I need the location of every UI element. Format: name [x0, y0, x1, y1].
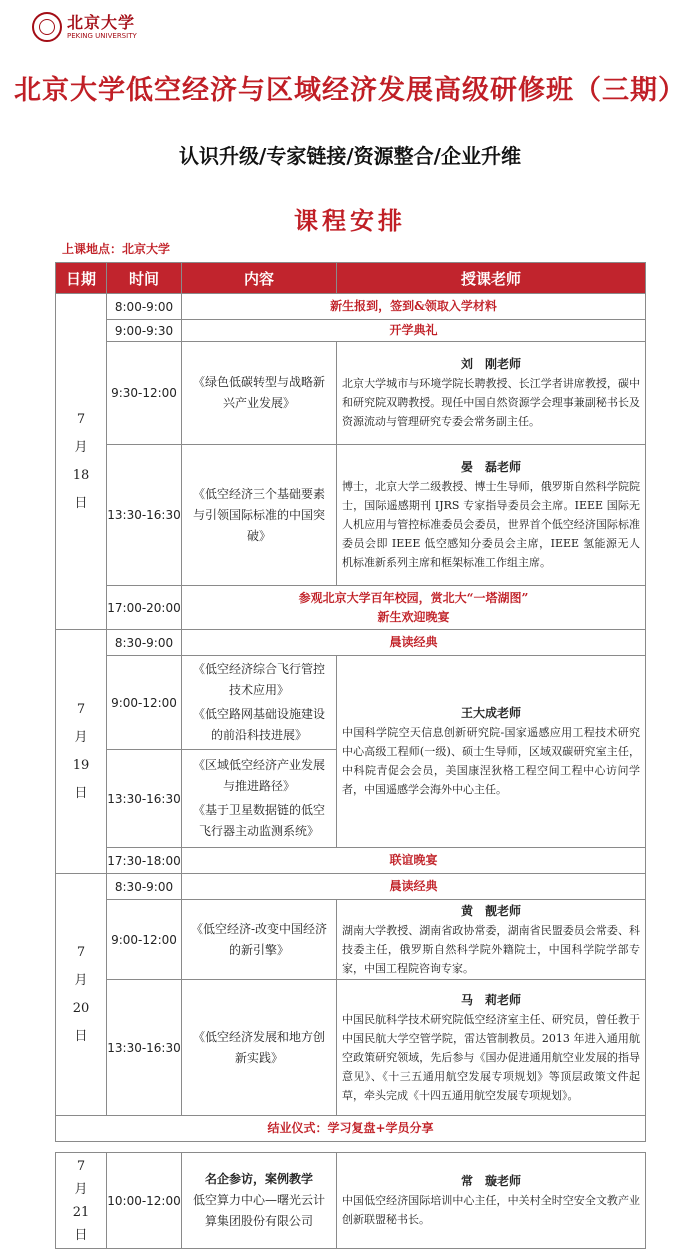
table-gap — [56, 1142, 646, 1153]
teacher-bio: 博士，北京大学二级教授、博士生导师，俄罗斯自然科学院院士，国际遥感期刊 IJRS 专家指导委员会主席。IEEE 国际无人机应用与管控标准委员会委员，世界首个低空经济国际标准委员会即 IEEE 低空感知分委员会主席，IEEE 氢能源无人机标准新系列主席和框架标准工作组主席。 — [342, 480, 640, 569]
table-row — [56, 980, 646, 1116]
date-cell: 7 月 21 日 — [56, 1153, 107, 1249]
time-cell: 13:30-16:30 — [107, 980, 182, 1116]
section-title: 课程安排 — [294, 206, 406, 235]
visit-company: 低空算力中心—曙光云计算集团股份有限公司 — [192, 1193, 325, 1228]
content-cell — [182, 1153, 337, 1249]
event-line: 新生欢迎晚宴 — [377, 609, 450, 624]
teacher-cell — [337, 900, 646, 980]
visit-title: 名企参访，案例教学 — [204, 1172, 313, 1186]
event-cell: 开学典礼 — [182, 320, 646, 342]
table-row — [56, 656, 646, 750]
time-cell: 8:30-9:00 — [107, 630, 182, 656]
table-row — [56, 900, 646, 980]
closing-ceremony: 结业仪式：学习复盘+学员分享 — [56, 1116, 646, 1142]
event-cell — [182, 586, 646, 630]
course-title: 《低空经济综合飞行管控技术应用》 — [192, 662, 325, 697]
teacher-cell — [337, 980, 646, 1116]
table-row — [56, 445, 646, 586]
teacher-name: 常 璇老师 — [460, 1174, 521, 1188]
time-cell: 10:00-12:00 — [107, 1153, 182, 1249]
teacher-name: 王大成老师 — [460, 706, 521, 720]
class-location: 上课地点：北京大学 — [62, 242, 171, 256]
header-time: 时间 — [107, 263, 182, 294]
table-row — [56, 294, 646, 320]
table-row — [56, 1116, 646, 1142]
university-seal-icon — [32, 12, 62, 42]
content-cell: 《低空经济-改变中国经济的新引擎》 — [182, 900, 337, 980]
course-title: 《基于卫星数据链的低空飞行器主动监测系统》 — [192, 803, 325, 838]
event-line: 参观北京大学百年校园，赏北大“一塔湖图” — [298, 590, 529, 605]
content-cell — [182, 656, 337, 750]
teacher-name: 晏 磊老师 — [460, 460, 521, 474]
content-cell: 《低空经济三个基础要素与引领国际标准的中国突破》 — [182, 445, 337, 586]
teacher-cell — [337, 342, 646, 445]
teacher-bio: 中国低空经济国际培训中心主任，中关村全时空安全文教产业创新联盟秘书长。 — [342, 1194, 640, 1226]
logo-cn: 北京大学 — [67, 12, 136, 32]
header-content: 内容 — [182, 263, 337, 294]
table-row — [56, 320, 646, 342]
time-cell: 17:30-18:00 — [107, 848, 182, 874]
date-cell: 7 月 20 日 — [56, 874, 107, 1116]
content-cell — [182, 750, 337, 848]
table-row — [56, 874, 646, 900]
course-title: 《低空路网基础设施建设的前沿科技进展》 — [192, 707, 325, 742]
teacher-name: 黄 靓老师 — [460, 903, 521, 918]
header-date: 日期 — [56, 263, 107, 294]
time-cell: 8:30-9:00 — [107, 874, 182, 900]
date-cell: 7 月 19 日 — [56, 630, 107, 874]
time-cell: 9:30-12:00 — [107, 342, 182, 445]
content-cell: 《低空经济发展和地方创新实践》 — [182, 980, 337, 1116]
course-title: 《区域低空经济产业发展与推进路径》 — [192, 758, 325, 793]
table-row — [56, 630, 646, 656]
header-teacher: 授课老师 — [337, 263, 646, 294]
teacher-bio: 中国科学院空天信息创新研究院-国家遥感应用工程技术研究中心高级工程师(一级)、硕士生导师，区域双碳研究室主任，中科院青促会会员，美国康涅狄格工程空间工程中心访问学者，中国遥感学会海外中心主任。 — [342, 726, 640, 796]
event-cell: 晨读经典 — [182, 874, 646, 900]
teacher-cell — [337, 445, 646, 586]
table-row — [56, 586, 646, 630]
time-cell: 13:30-16:30 — [107, 445, 182, 586]
time-cell: 8:00-9:00 — [107, 294, 182, 320]
event-cell: 新生报到，签到&领取入学材料 — [182, 294, 646, 320]
teacher-bio: 湖南大学教授、湖南省政协常委，湖南省民盟委员会常委、科技委主任，俄罗斯自然科学院外籍院士，中国科学院学部专家，中国工程院咨询专家。 — [342, 923, 640, 975]
teacher-bio: 中国民航科学技术研究院低空经济室主任、研究员，曾任教于中国民航大学空管学院，雷达管制教员。2013 年进入通用航空政策研究领域，先后参与《国办促进通用航空业发展的指导意见》、《十三五通用航空发展专项规划》等顶层政策文件起草，牵头完成《十四五通用航空发展专项规划》。 — [342, 1012, 640, 1102]
time-cell: 13:30-16:30 — [107, 750, 182, 848]
schedule-table — [55, 262, 646, 1249]
time-cell: 9:00-9:30 — [107, 320, 182, 342]
teacher-cell — [337, 1153, 646, 1249]
time-cell: 9:00-12:00 — [107, 656, 182, 750]
teacher-bio: 北京大学城市与环境学院长聘教授、长江学者讲席教授，碳中和研究院双聘教授。现任中国自然资源学会理事兼副秘书长及资源流动与管理研究专委会常务副主任。 — [342, 377, 640, 428]
date-cell: 7 月 18 日 — [56, 294, 107, 630]
teacher-cell — [337, 656, 646, 848]
table-row — [56, 342, 646, 445]
table-header-row — [56, 263, 646, 294]
event-cell: 联谊晚宴 — [182, 848, 646, 874]
logo-en: PEKING UNIVERSITY — [67, 31, 137, 40]
page-subtitle: 认识升级/专家链接/资源整合/企业升维 — [179, 144, 521, 168]
event-cell: 晨读经典 — [182, 630, 646, 656]
table-row — [56, 1153, 646, 1249]
content-cell: 《绿色低碳转型与战略新兴产业发展》 — [182, 342, 337, 445]
peking-university-logo — [32, 12, 137, 42]
teacher-name: 刘 刚老师 — [460, 357, 521, 371]
page-title: 北京大学低空经济与区域经济发展高级研修班（三期） — [14, 75, 686, 106]
time-cell: 9:00-12:00 — [107, 900, 182, 980]
teacher-name: 马 莉老师 — [460, 992, 521, 1007]
time-cell: 17:00-20:00 — [107, 586, 182, 630]
table-row — [56, 848, 646, 874]
